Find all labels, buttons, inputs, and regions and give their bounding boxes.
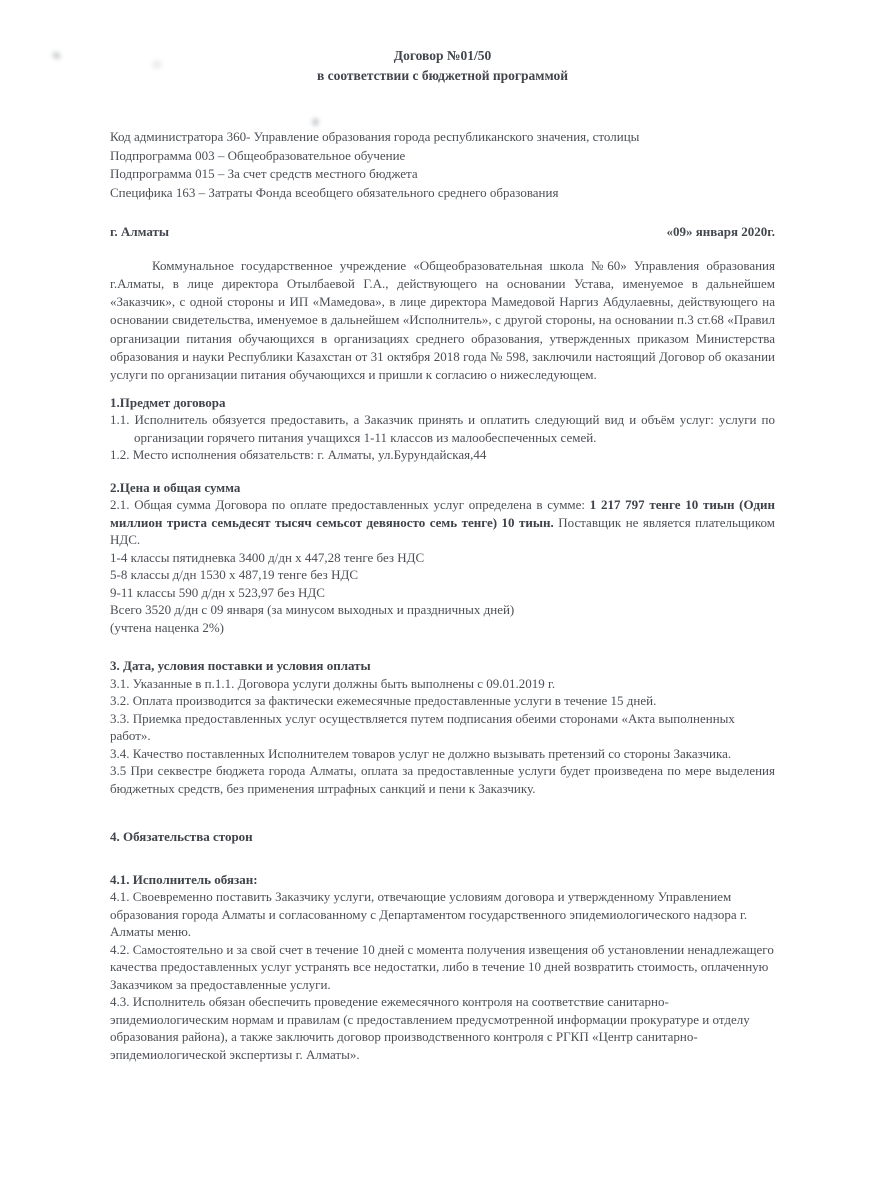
price-line-grades-9-11: 9-11 классы 590 д/дн x 523,97 без НДС: [110, 584, 325, 600]
price-line-grades-1-4: 1-4 классы пятидневка 3400 д/дн x 447,28 тенге без НДС: [110, 549, 425, 565]
admin-code-line: Код администратора 360- Управление образования города республиканского значения, столицы: [110, 129, 640, 144]
city-date-row: [110, 223, 775, 241]
price-intro-text: 2.1. Общая сумма Договора по оплате предоставленных услуг определена в сумме:: [110, 497, 590, 513]
price-line-grades-5-8: 5-8 классы д/дн 1530 x 487,19 тенге без НДС: [110, 567, 358, 583]
document-title: [110, 46, 775, 86]
subprogram-015-line: Подпрограмма 015 – За счет средств местного бюджета: [110, 166, 418, 181]
section-3-body: [110, 675, 775, 798]
clause-2-1: [110, 496, 775, 549]
section-1-heading: 1.Предмет договора: [110, 394, 226, 410]
preamble-paragraph: Коммунальное государственное учреждение «Общеобразовательная школа №60» Управления образования г.Алматы, в лице директора Отылбаевой Г.А., действующего на основании Устава, именуемое в дальнейшем «Заказчик», с одной стороны и ИП «Мамедова», в лице директора Мамедовой Наргиз Абдулаевны, действующего на основании свидетельства, именуемое в дальнейшем «Исполнитель», с другой стороны, на основании п.3 ст.68 «Правил организации питания обучающихся в организациях среднего образования, утвержденных приказом Министерства образования и науки Республики Казахстан от 31 октября 2018 года № 598, заключили настоящий Договор об оказании услуги по организации питания обучающихся и пришли к согласию о нижеследующем.: [110, 257, 775, 383]
clause-3-3: 3.3. Приемка предоставленных услуг осуществляется путем подписания обеими сторонами «Акта выполненных работ».: [110, 710, 735, 744]
section-3-heading: 3. Дата, условия поставки и условия оплаты: [110, 658, 371, 674]
clause-1-2: 1.2. Место исполнения обязательств: г. Алматы, ул.Бурундайская,44: [110, 447, 487, 463]
subprogram-003-line: Подпрограмма 003 – Общеобразовательное обучение: [110, 147, 406, 163]
contract-number-line: Договор №01/50: [393, 48, 492, 63]
clause-4-1: 4.1. Своевременно поставить Заказчику услуги, отвечающие условиям договора и утвержденному Управлением образования города Алматы и согласованному с Департаментом государственного эпидемиологического надзора г. Алматы меню.: [110, 889, 748, 940]
section-2-heading: 2.Цена и общая сумма: [110, 479, 241, 495]
total-sum-text: 1 217 797 тенге 10 тиын (Один миллион триста семьдесят тысяч семьсот девяносто семь тенге) 10 тиын.: [110, 497, 776, 530]
section-4-heading: 4. Обязательства сторон: [110, 829, 253, 845]
title-subline: в соответствии с бюджетной программой: [316, 68, 569, 83]
section-4-1-body: [110, 888, 775, 1063]
price-line-total: Всего 3520 д/дн с 09 января (за минусом выходных и праздничных дней): [110, 602, 515, 618]
clause-3-4: 3.4. Качество поставленных Исполнителем товаров услуг не должно вызывать претензий со стороны Заказчика.: [110, 745, 732, 761]
clause-4-2: 4.2. Самостоятельно и за свой счет в течение 10 дней с момента получения извещения об установлении ненадлежащего качества предоставленных услуг устранять все недостатки, либо в течение 10 дней возвратить стоимость, оплаченную Заказчиком за предоставленные услуги.: [110, 941, 774, 992]
budget-codes-block: [110, 128, 775, 201]
clause-3-5: 3.5 При секвестре бюджета города Алматы, оплата за предоставленные услуги будет произведена по мере выделения бюджетных средств, без применения штрафных санкций и пени к Заказчику.: [110, 763, 775, 796]
clause-3-1: 3.1. Указанные в п.1.1. Договора услуги должны быть выполнены с 09.01.2019 г.: [110, 675, 556, 691]
section-1-body: [110, 411, 775, 464]
clause-4-3: 4.3. Исполнитель обязан обеспечить проведение ежемесячного контроля на соответствие санитарно-эпидемиологическим нормам и правилам (с предоставлением предусмотренной информации прокуратуре и отделу образования района), а также заключить договор производственного контроля с РГКП «Центр санитарно- эпидемиологической экспертизы г. Алматы».: [110, 994, 750, 1062]
clause-3-2: 3.2. Оплата производится за фактически ежемесячные предоставленные услуги в течение 15 дней.: [110, 693, 657, 709]
price-line-markup: (учтена наценка 2%): [110, 619, 225, 635]
section-4-1-heading: 4.1. Исполнитель обязан:: [110, 871, 258, 887]
clause-1-1: 1.1. Исполнитель обязуется предоставить, а Заказчик принять и оплатить следующий вид и объём услуг: услуги по организации горячего питания учащихся 1-11 классов из малообеспеченных семей.: [110, 412, 775, 445]
specifics-163-line: Специфика 163 – Затраты Фонда всеобщего обязательного среднего образования: [110, 184, 559, 200]
contract-date: «09» января 2020г.: [666, 224, 775, 239]
section-2-body: [110, 496, 775, 636]
price-tail-text: Поставщик не является плательщиком НДС.: [110, 514, 775, 548]
contract-city: г. Алматы: [110, 224, 170, 239]
